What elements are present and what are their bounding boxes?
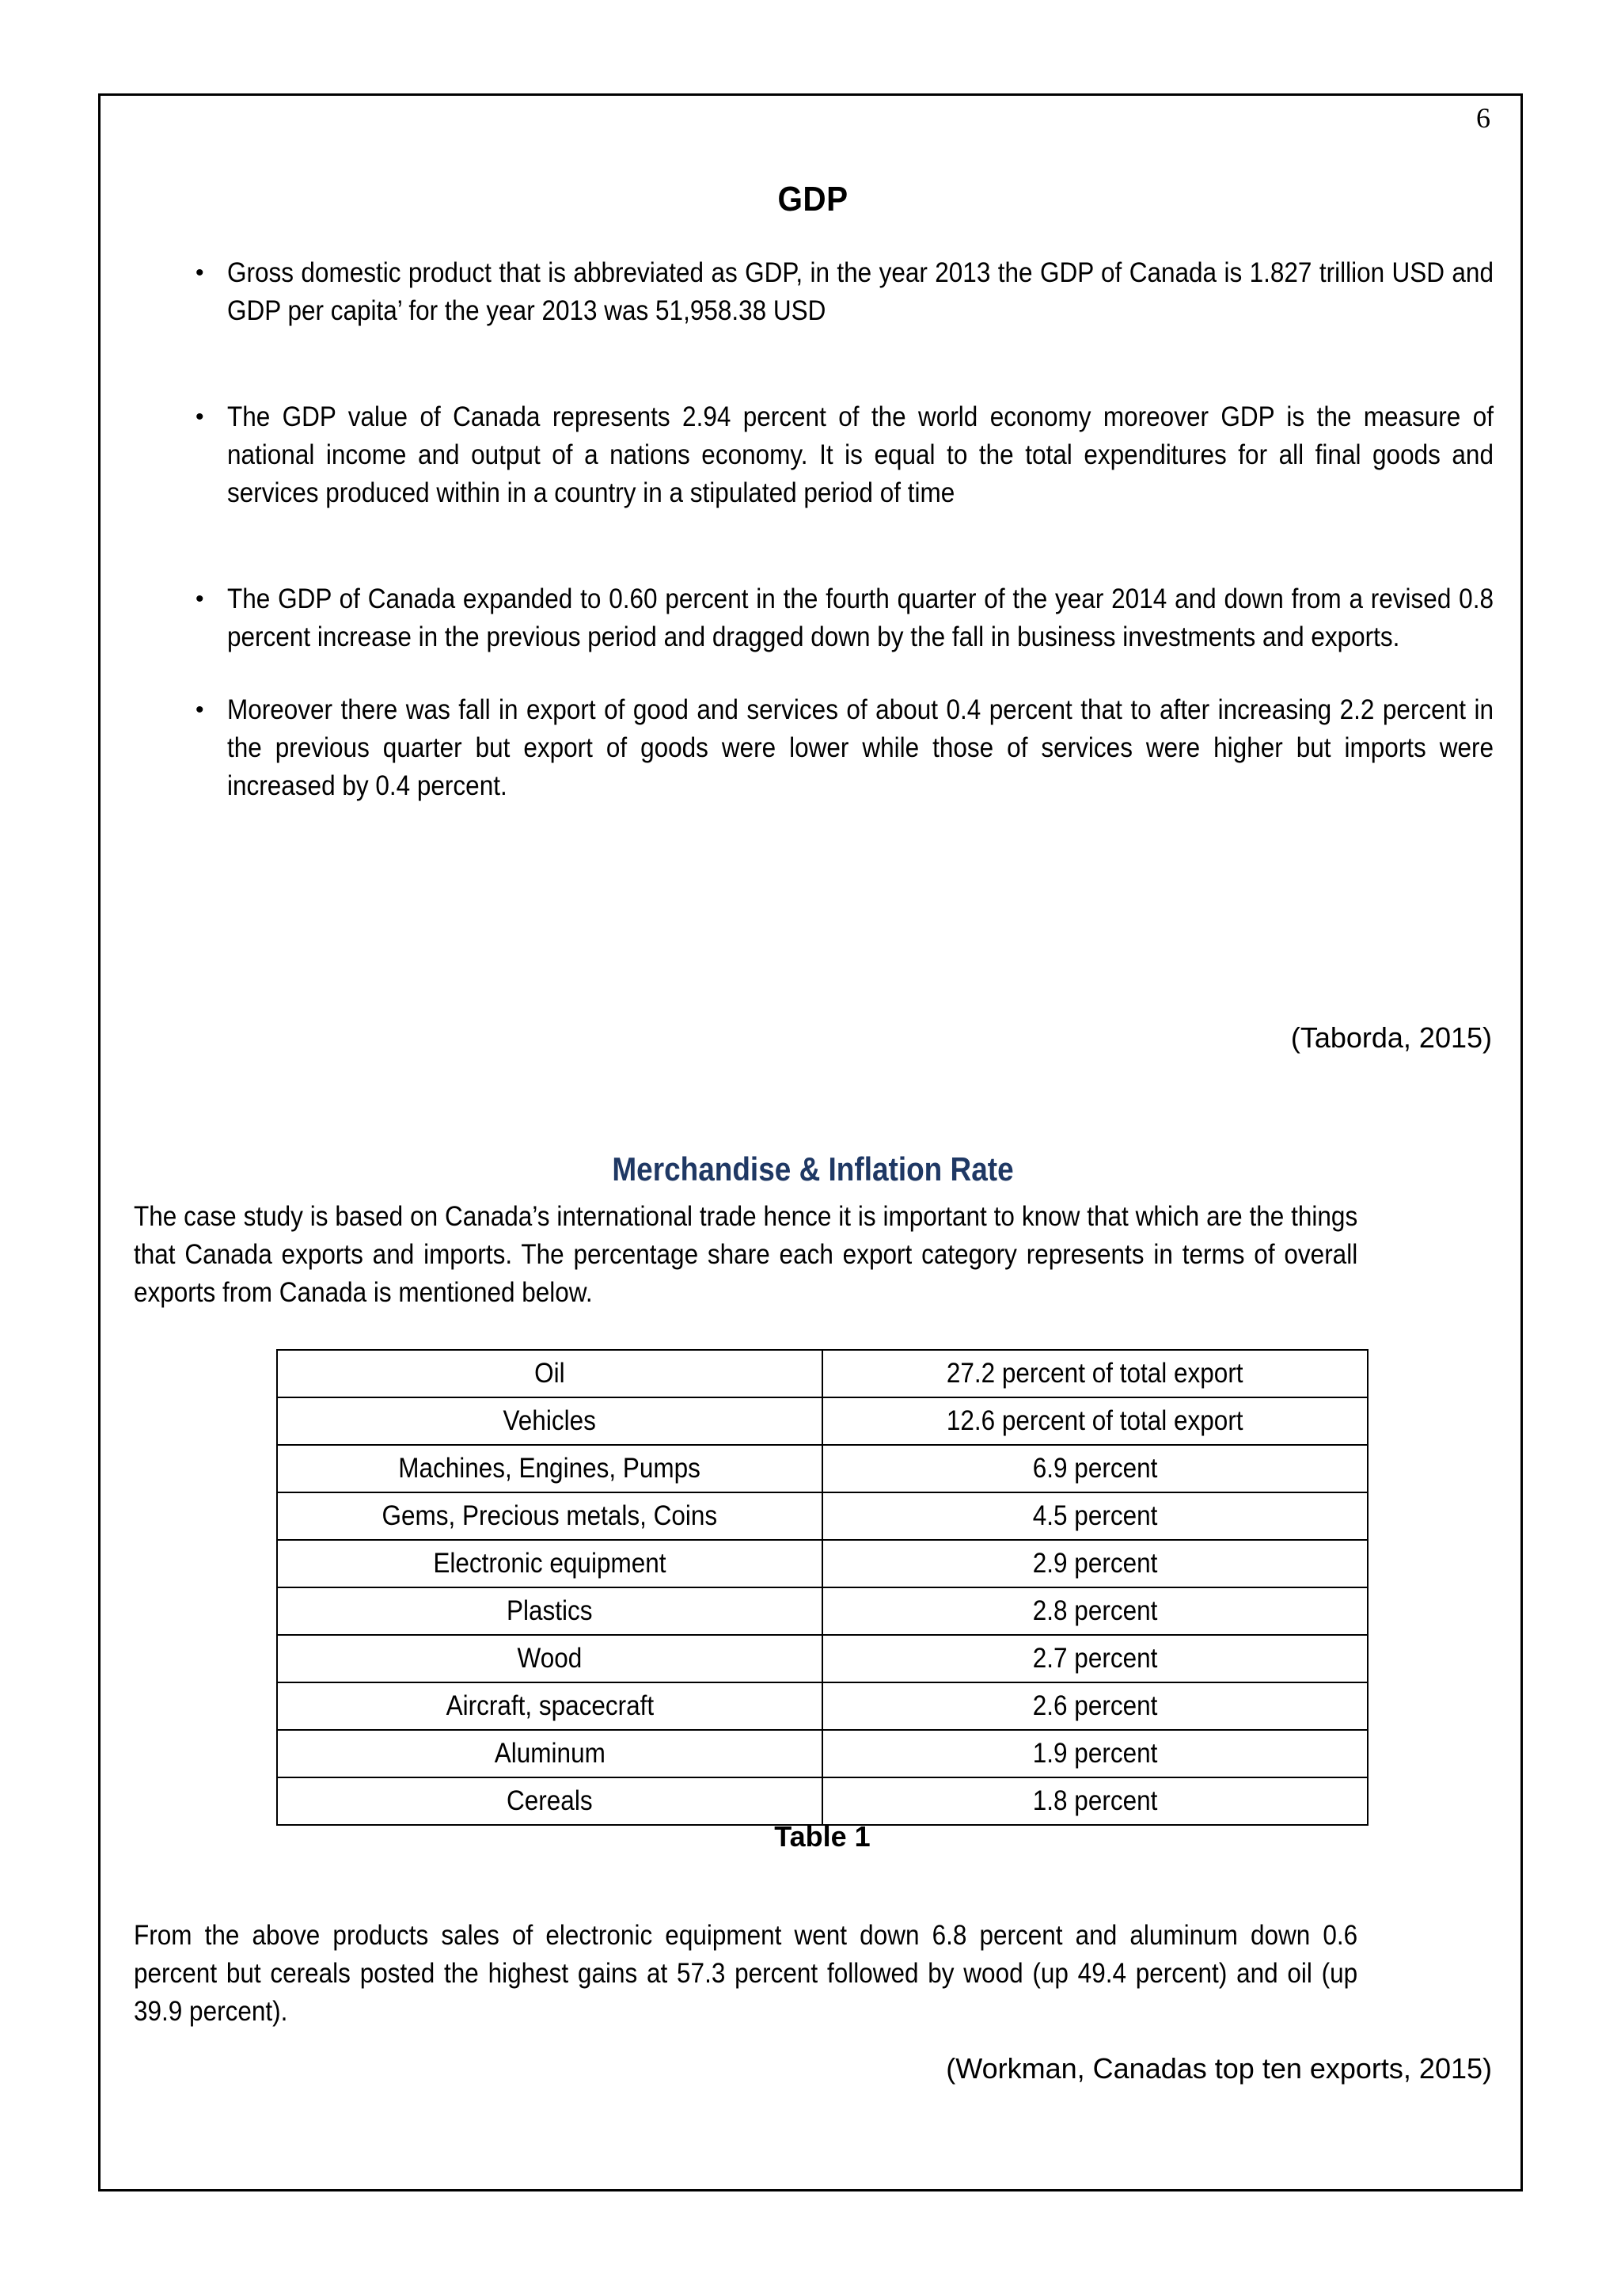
cell-text: Vehicles: [503, 1405, 597, 1436]
table-row: [277, 1635, 1368, 1682]
citation-taborda: (Taborda, 2015): [1290, 1021, 1492, 1054]
table-cell-category: [277, 1587, 822, 1635]
table-cell-category: [277, 1445, 822, 1492]
cell-text: 2.7 percent: [1032, 1643, 1158, 1674]
table-row: [277, 1350, 1368, 1397]
table-row: [277, 1777, 1368, 1825]
cell-text: 2.6 percent: [1032, 1690, 1158, 1721]
table-cell-category: [277, 1397, 822, 1445]
table-cell-category: [277, 1540, 822, 1587]
table-cell-category: [277, 1492, 822, 1540]
table-row: [277, 1445, 1368, 1492]
table-row: [277, 1492, 1368, 1540]
cell-text: Cereals: [507, 1785, 593, 1816]
table-cell-category: [277, 1730, 822, 1777]
bullet-icon: •: [196, 260, 204, 286]
list-item: [134, 580, 1494, 656]
cell-text: Gems, Precious metals, Coins: [382, 1500, 718, 1531]
citation-workman: (Workman, Canadas top ten exports, 2015): [946, 2052, 1492, 2085]
list-item: [134, 691, 1494, 805]
export-share-table: [276, 1349, 1369, 1826]
gdp-bullet-list: [134, 254, 1494, 832]
list-item-text: The GDP value of Canada represents 2.94 percent of the world economy moreover GDP is the measure of national income and output of a nations economy. It is equal to the total expenditures for all final goods and services produced within in a country in a stipulated period of time: [227, 401, 1494, 508]
table-row: [277, 1682, 1368, 1730]
table-cell-share: [822, 1587, 1368, 1635]
cell-text: 6.9 percent: [1032, 1453, 1158, 1484]
table-row: [277, 1397, 1368, 1445]
cell-text: 1.9 percent: [1032, 1738, 1158, 1769]
cell-text: Aircraft, spacecraft: [446, 1690, 654, 1721]
cell-text: Aluminum: [494, 1738, 606, 1769]
cell-text: Electronic equipment: [433, 1548, 666, 1579]
list-item-text: The GDP of Canada expanded to 0.60 percent in the fourth quarter of the year 2014 and down from a revised 0.8 percent increase in the previous period and dragged down by the fall in business investments and exports.: [227, 584, 1494, 652]
table-caption: Table 1: [774, 1820, 871, 1853]
cell-text: Plastics: [507, 1595, 593, 1626]
cell-text: 2.8 percent: [1032, 1595, 1158, 1626]
table-cell-share: [822, 1777, 1368, 1825]
list-item: [134, 398, 1494, 512]
cell-text: 2.9 percent: [1032, 1548, 1158, 1579]
cell-text: 12.6 percent of total export: [947, 1405, 1243, 1436]
document-page: [98, 93, 1523, 2191]
list-item: [134, 254, 1494, 330]
outro-paragraph: From the above products sales of electronic equipment went down 6.8 percent and aluminum down 0.6 percent but cereals posted the highest gains at 57.3 percent followed by wood (up 49.4 percent) and oil (up 39.9 percent).: [134, 1920, 1358, 2027]
cell-text: 1.8 percent: [1032, 1785, 1158, 1816]
table-row: [277, 1730, 1368, 1777]
table-cell-share: [822, 1730, 1368, 1777]
table-cell-share: [822, 1635, 1368, 1682]
bullet-icon: •: [196, 697, 204, 723]
table-cell-category: [277, 1635, 822, 1682]
bullet-icon: •: [196, 586, 204, 612]
intro-paragraph: The case study is based on Canada’s international trade hence it is important to know that which are the things that Canada exports and imports. The percentage share each export category represents in terms of overall exports from Canada is mentioned below.: [134, 1201, 1358, 1308]
cell-text: 27.2 percent of total export: [947, 1358, 1243, 1389]
page-title: GDP: [777, 180, 848, 219]
table-cell-category: [277, 1682, 822, 1730]
bullet-icon: •: [196, 404, 204, 430]
cell-text: Machines, Engines, Pumps: [398, 1453, 701, 1484]
table-cell-share: [822, 1492, 1368, 1540]
table-row: [277, 1540, 1368, 1587]
table-cell-category: [277, 1350, 822, 1397]
page-content-area: [116, 96, 1509, 2189]
page-number: 6: [1476, 102, 1490, 134]
list-item-text: Moreover there was fall in export of good and services of about 0.4 percent that to after increasing 2.2 percent in the previous quarter but export of goods were lower while those of services were higher but imports were increased by 0.4 percent.: [227, 694, 1494, 801]
cell-text: Oil: [534, 1358, 565, 1389]
table-cell-share: [822, 1445, 1368, 1492]
table-cell-share: [822, 1682, 1368, 1730]
table-row: [277, 1587, 1368, 1635]
table-body: [277, 1350, 1368, 1825]
table-cell-share: [822, 1540, 1368, 1587]
cell-text: Wood: [517, 1643, 583, 1674]
list-item-text: Gross domestic product that is abbreviated as GDP, in the year 2013 the GDP of Canada is 1.827 trillion USD and GDP per capita’ for the year 2013 was 51,958.38 USD: [227, 257, 1494, 326]
table-cell-share: [822, 1397, 1368, 1445]
table-cell-category: [277, 1777, 822, 1825]
table-cell-share: [822, 1350, 1368, 1397]
section-heading: Merchandise & Inflation Rate: [612, 1150, 1014, 1188]
cell-text: 4.5 percent: [1032, 1500, 1158, 1531]
